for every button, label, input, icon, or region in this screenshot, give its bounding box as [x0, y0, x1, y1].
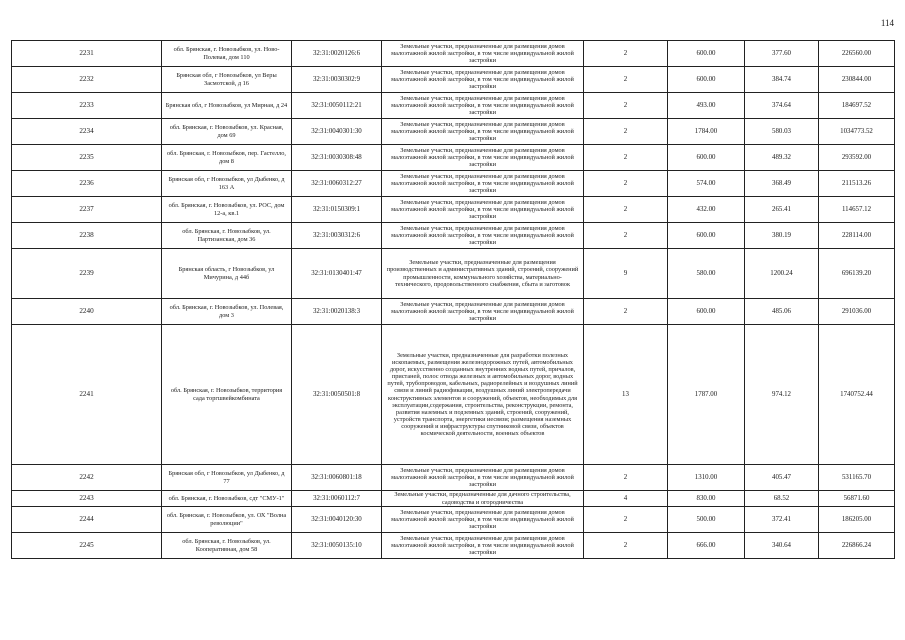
cadastral-value-cell: 1034773.52	[819, 119, 895, 145]
area-cell: 1787.00	[668, 325, 745, 465]
area-cell: 574.00	[668, 171, 745, 197]
cadastral-value-cell: 226560.00	[819, 41, 895, 67]
specific-value-cell: 1200.24	[745, 249, 819, 299]
row-number: 2240	[12, 299, 162, 325]
cadastral-value-cell: 291036.00	[819, 299, 895, 325]
area-cell: 1784.00	[668, 119, 745, 145]
area-cell: 500.00	[668, 507, 745, 533]
group-number-cell: 2	[584, 119, 668, 145]
cadastral-value-cell: 228114.00	[819, 223, 895, 249]
land-use-description-cell: Земельные участки, предназначенные для размещения домов малоэтажной жилой застройки, в том числе индивидуальной жилой застройки	[382, 533, 584, 559]
address-cell: обл. Брянская, г. Новозыбков, ул. Партизанская, дом 36	[162, 223, 292, 249]
address-cell: обл. Брянская, г. Новозыбков, ул. Полевая, дом 3	[162, 299, 292, 325]
area-cell: 600.00	[668, 145, 745, 171]
cadastral-number-cell: 32:31:0060112:7	[292, 491, 382, 507]
cadastral-value-cell: 56871.60	[819, 491, 895, 507]
table-row	[12, 223, 895, 249]
specific-value-cell: 489.32	[745, 145, 819, 171]
table-row	[12, 119, 895, 145]
row-number: 2233	[12, 93, 162, 119]
cadastral-number-cell: 32:31:0020138:3	[292, 299, 382, 325]
cadastral-value-cell: 531165.70	[819, 465, 895, 491]
specific-value-cell: 377.60	[745, 41, 819, 67]
table-row	[12, 249, 895, 299]
table-row	[12, 507, 895, 533]
row-number: 2236	[12, 171, 162, 197]
cadastral-value-table	[11, 40, 895, 559]
address-cell: обл. Брянская, г. Новозыбков, сдт "СМУ-1"	[162, 491, 292, 507]
specific-value-cell: 68.52	[745, 491, 819, 507]
cadastral-number-cell: 32:31:0030312:6	[292, 223, 382, 249]
area-cell: 1310.00	[668, 465, 745, 491]
address-cell: Брянская область, г Новозыбков, ул Мичурина, д 44б	[162, 249, 292, 299]
row-number: 2241	[12, 325, 162, 465]
cadastral-number-cell: 32:31:0060801:18	[292, 465, 382, 491]
row-number: 2234	[12, 119, 162, 145]
group-number-cell: 2	[584, 465, 668, 491]
group-number-cell: 4	[584, 491, 668, 507]
area-cell: 666.00	[668, 533, 745, 559]
row-number: 2242	[12, 465, 162, 491]
cadastral-value-cell: 696139.20	[819, 249, 895, 299]
cadastral-number-cell: 32:31:0130401:47	[292, 249, 382, 299]
address-cell: обл. Брянская, г. Новозыбков, ул. Ново-Полевая, дом 110	[162, 41, 292, 67]
cadastral-value-cell: 226866.24	[819, 533, 895, 559]
cadastral-number-cell: 32:31:0040120:30	[292, 507, 382, 533]
cadastral-number-cell: 32:31:0020126:6	[292, 41, 382, 67]
land-use-description-cell: Земельные участки, предназначенные для размещения домов малоэтажной жилой застройки, в том числе индивидуальной жилой застройки	[382, 465, 584, 491]
area-cell: 493.00	[668, 93, 745, 119]
cadastral-number-cell: 32:31:0150309:1	[292, 197, 382, 223]
page-number: 114	[880, 18, 894, 28]
table-row	[12, 171, 895, 197]
table-row	[12, 465, 895, 491]
specific-value-cell: 265.41	[745, 197, 819, 223]
cadastral-number-cell: 32:31:0050135:10	[292, 533, 382, 559]
land-use-description-cell: Земельные участки, предназначенные для размещения домов малоэтажной жилой застройки, в том числе индивидуальной жилой застройки	[382, 67, 584, 93]
land-use-description-cell: Земельные участки, предназначенные для размещения домов малоэтажной жилой застройки, в том числе индивидуальной жилой застройки	[382, 93, 584, 119]
row-number: 2231	[12, 41, 162, 67]
group-number-cell: 2	[584, 223, 668, 249]
cadastral-number-cell: 32:31:0060312:27	[292, 171, 382, 197]
area-cell: 830.00	[668, 491, 745, 507]
address-cell: обл. Брянская, г. Новозыбков, ул. Красная, дом 69	[162, 119, 292, 145]
specific-value-cell: 974.12	[745, 325, 819, 465]
row-number: 2244	[12, 507, 162, 533]
specific-value-cell: 380.19	[745, 223, 819, 249]
address-cell: обл. Брянская, г. Новозыбков, территория сада торгшвейкомбината	[162, 325, 292, 465]
cadastral-value-cell: 184697.52	[819, 93, 895, 119]
cadastral-value-cell: 211513.26	[819, 171, 895, 197]
group-number-cell: 2	[584, 67, 668, 93]
row-number: 2245	[12, 533, 162, 559]
land-use-description-cell: Земельные участки, предназначенные для размещения домов малоэтажной жилой застройки, в том числе индивидуальной жилой застройки	[382, 299, 584, 325]
land-use-description-cell: Земельные участки, предназначенные для размещения домов малоэтажной жилой застройки, в том числе индивидуальной жилой застройки	[382, 119, 584, 145]
address-cell: Брянская обл, г Новозыбков, ул Мирная, д 24	[162, 93, 292, 119]
area-cell: 600.00	[668, 299, 745, 325]
group-number-cell: 9	[584, 249, 668, 299]
specific-value-cell: 384.74	[745, 67, 819, 93]
table-row	[12, 533, 895, 559]
specific-value-cell: 485.06	[745, 299, 819, 325]
row-number: 2237	[12, 197, 162, 223]
specific-value-cell: 368.49	[745, 171, 819, 197]
group-number-cell: 2	[584, 197, 668, 223]
table-row	[12, 491, 895, 507]
specific-value-cell: 372.41	[745, 507, 819, 533]
cadastral-number-cell: 32:31:0040301:30	[292, 119, 382, 145]
address-cell: Брянская обл, г Новозыбков, ул Дыбенко, д 163 А	[162, 171, 292, 197]
specific-value-cell: 580.03	[745, 119, 819, 145]
table-row	[12, 145, 895, 171]
address-cell: обл. Брянская, г. Новозыбков, ул. Кооперативная, дом 58	[162, 533, 292, 559]
specific-value-cell: 340.64	[745, 533, 819, 559]
table-row	[12, 325, 895, 465]
group-number-cell: 2	[584, 171, 668, 197]
address-cell: обл. Брянская, г. Новозыбков, ул. ОХ "Волна революции"	[162, 507, 292, 533]
group-number-cell: 2	[584, 533, 668, 559]
land-use-description-cell: Земельные участки, предназначенные для размещения домов малоэтажной жилой застройки, в том числе индивидуальной жилой застройки	[382, 171, 584, 197]
area-cell: 600.00	[668, 41, 745, 67]
land-use-description-cell: Земельные участки, предназначенные для размещения домов малоэтажной жилой застройки, в том числе индивидуальной жилой застройки	[382, 197, 584, 223]
table-row	[12, 41, 895, 67]
area-cell: 580.00	[668, 249, 745, 299]
row-number: 2232	[12, 67, 162, 93]
area-cell: 432.00	[668, 197, 745, 223]
table-row	[12, 197, 895, 223]
row-number: 2243	[12, 491, 162, 507]
address-cell: Брянская обл, г Новозыбков, ул Дыбенко, д 77	[162, 465, 292, 491]
group-number-cell: 13	[584, 325, 668, 465]
group-number-cell: 2	[584, 41, 668, 67]
address-cell: обл. Брянская, г. Новозыбков, ул. РОС, дом 12-а, кв.1	[162, 197, 292, 223]
cadastral-value-cell: 230844.00	[819, 67, 895, 93]
group-number-cell: 2	[584, 507, 668, 533]
cadastral-value-cell: 293592.00	[819, 145, 895, 171]
specific-value-cell: 405.47	[745, 465, 819, 491]
table-row	[12, 93, 895, 119]
land-use-description-cell: Земельные участки, предназначенные для размещения домов малоэтажной жилой застройки, в том числе индивидуальной жилой застройки	[382, 145, 584, 171]
address-cell: Брянская обл, г Новозыбков, ул Веры Засмотской, д 16	[162, 67, 292, 93]
area-cell: 600.00	[668, 223, 745, 249]
land-use-description-cell: Земельные участки, предназначенные для размещения домов малоэтажной жилой застройки, в том числе индивидуальной жилой застройки	[382, 41, 584, 67]
group-number-cell: 2	[584, 93, 668, 119]
table-row	[12, 67, 895, 93]
cadastral-value-cell: 114657.12	[819, 197, 895, 223]
cadastral-value-cell: 1740752.44	[819, 325, 895, 465]
cadastral-number-cell: 32:31:0050112:21	[292, 93, 382, 119]
cadastral-number-cell: 32:31:0050501:8	[292, 325, 382, 465]
group-number-cell: 2	[584, 145, 668, 171]
land-use-description-cell: Земельные участки, предназначенные для размещения домов малоэтажной жилой застройки, в том числе индивидуальной жилой застройки	[382, 507, 584, 533]
group-number-cell: 2	[584, 299, 668, 325]
specific-value-cell: 374.64	[745, 93, 819, 119]
table-row	[12, 299, 895, 325]
row-number: 2238	[12, 223, 162, 249]
cadastral-number-cell: 32:31:0030302:9	[292, 67, 382, 93]
land-use-description-cell: Земельные участки, предназначенные для разработки полезных ископаемых, размещения железнодорожных путей, автомобильных дорог, искусственно созданных внутренних водных путей, причалов, пристаней, полос отвода железных и автомобильных дорог, водных путей, трубопроводов, кабельных, радиорелейных и воздушных линий связи и линий радиофикации, воздушных линий электропередачи конструктивных элементов и сооружений, объектов, необходимых для эксплуатации,содержания, строительства, реконструкции, ремонта, развития наземных и подземных зданий, строений, сооружений, устройств транспорта, энергетики иесвязи; размещения наземных сооружений и инфраструктуры спутниковой связи, объектов космической деятельности, военных объектов	[382, 325, 584, 465]
cadastral-value-cell: 186205.00	[819, 507, 895, 533]
land-use-description-cell: Земельные участки, предназначенные для размещения домов малоэтажной жилой застройки, в том числе индивидуальной жилой застройки	[382, 223, 584, 249]
address-cell: обл. Брянская, г. Новозыбков, пер. Гастелло, дом 8	[162, 145, 292, 171]
row-number: 2239	[12, 249, 162, 299]
land-use-description-cell: Земельные участки, предназначенные для размещения производственных и административных зданий, строений, сооружений промышленности, коммунального хозяйства, материально-технического, продовольственного снабжения, сбыта и заготовок	[382, 249, 584, 299]
cadastral-number-cell: 32:31:0030308:48	[292, 145, 382, 171]
area-cell: 600.00	[668, 67, 745, 93]
land-use-description-cell: Земельные участки, предназначенные для дачного строительства, садоводства и огородничества	[382, 491, 584, 507]
row-number: 2235	[12, 145, 162, 171]
